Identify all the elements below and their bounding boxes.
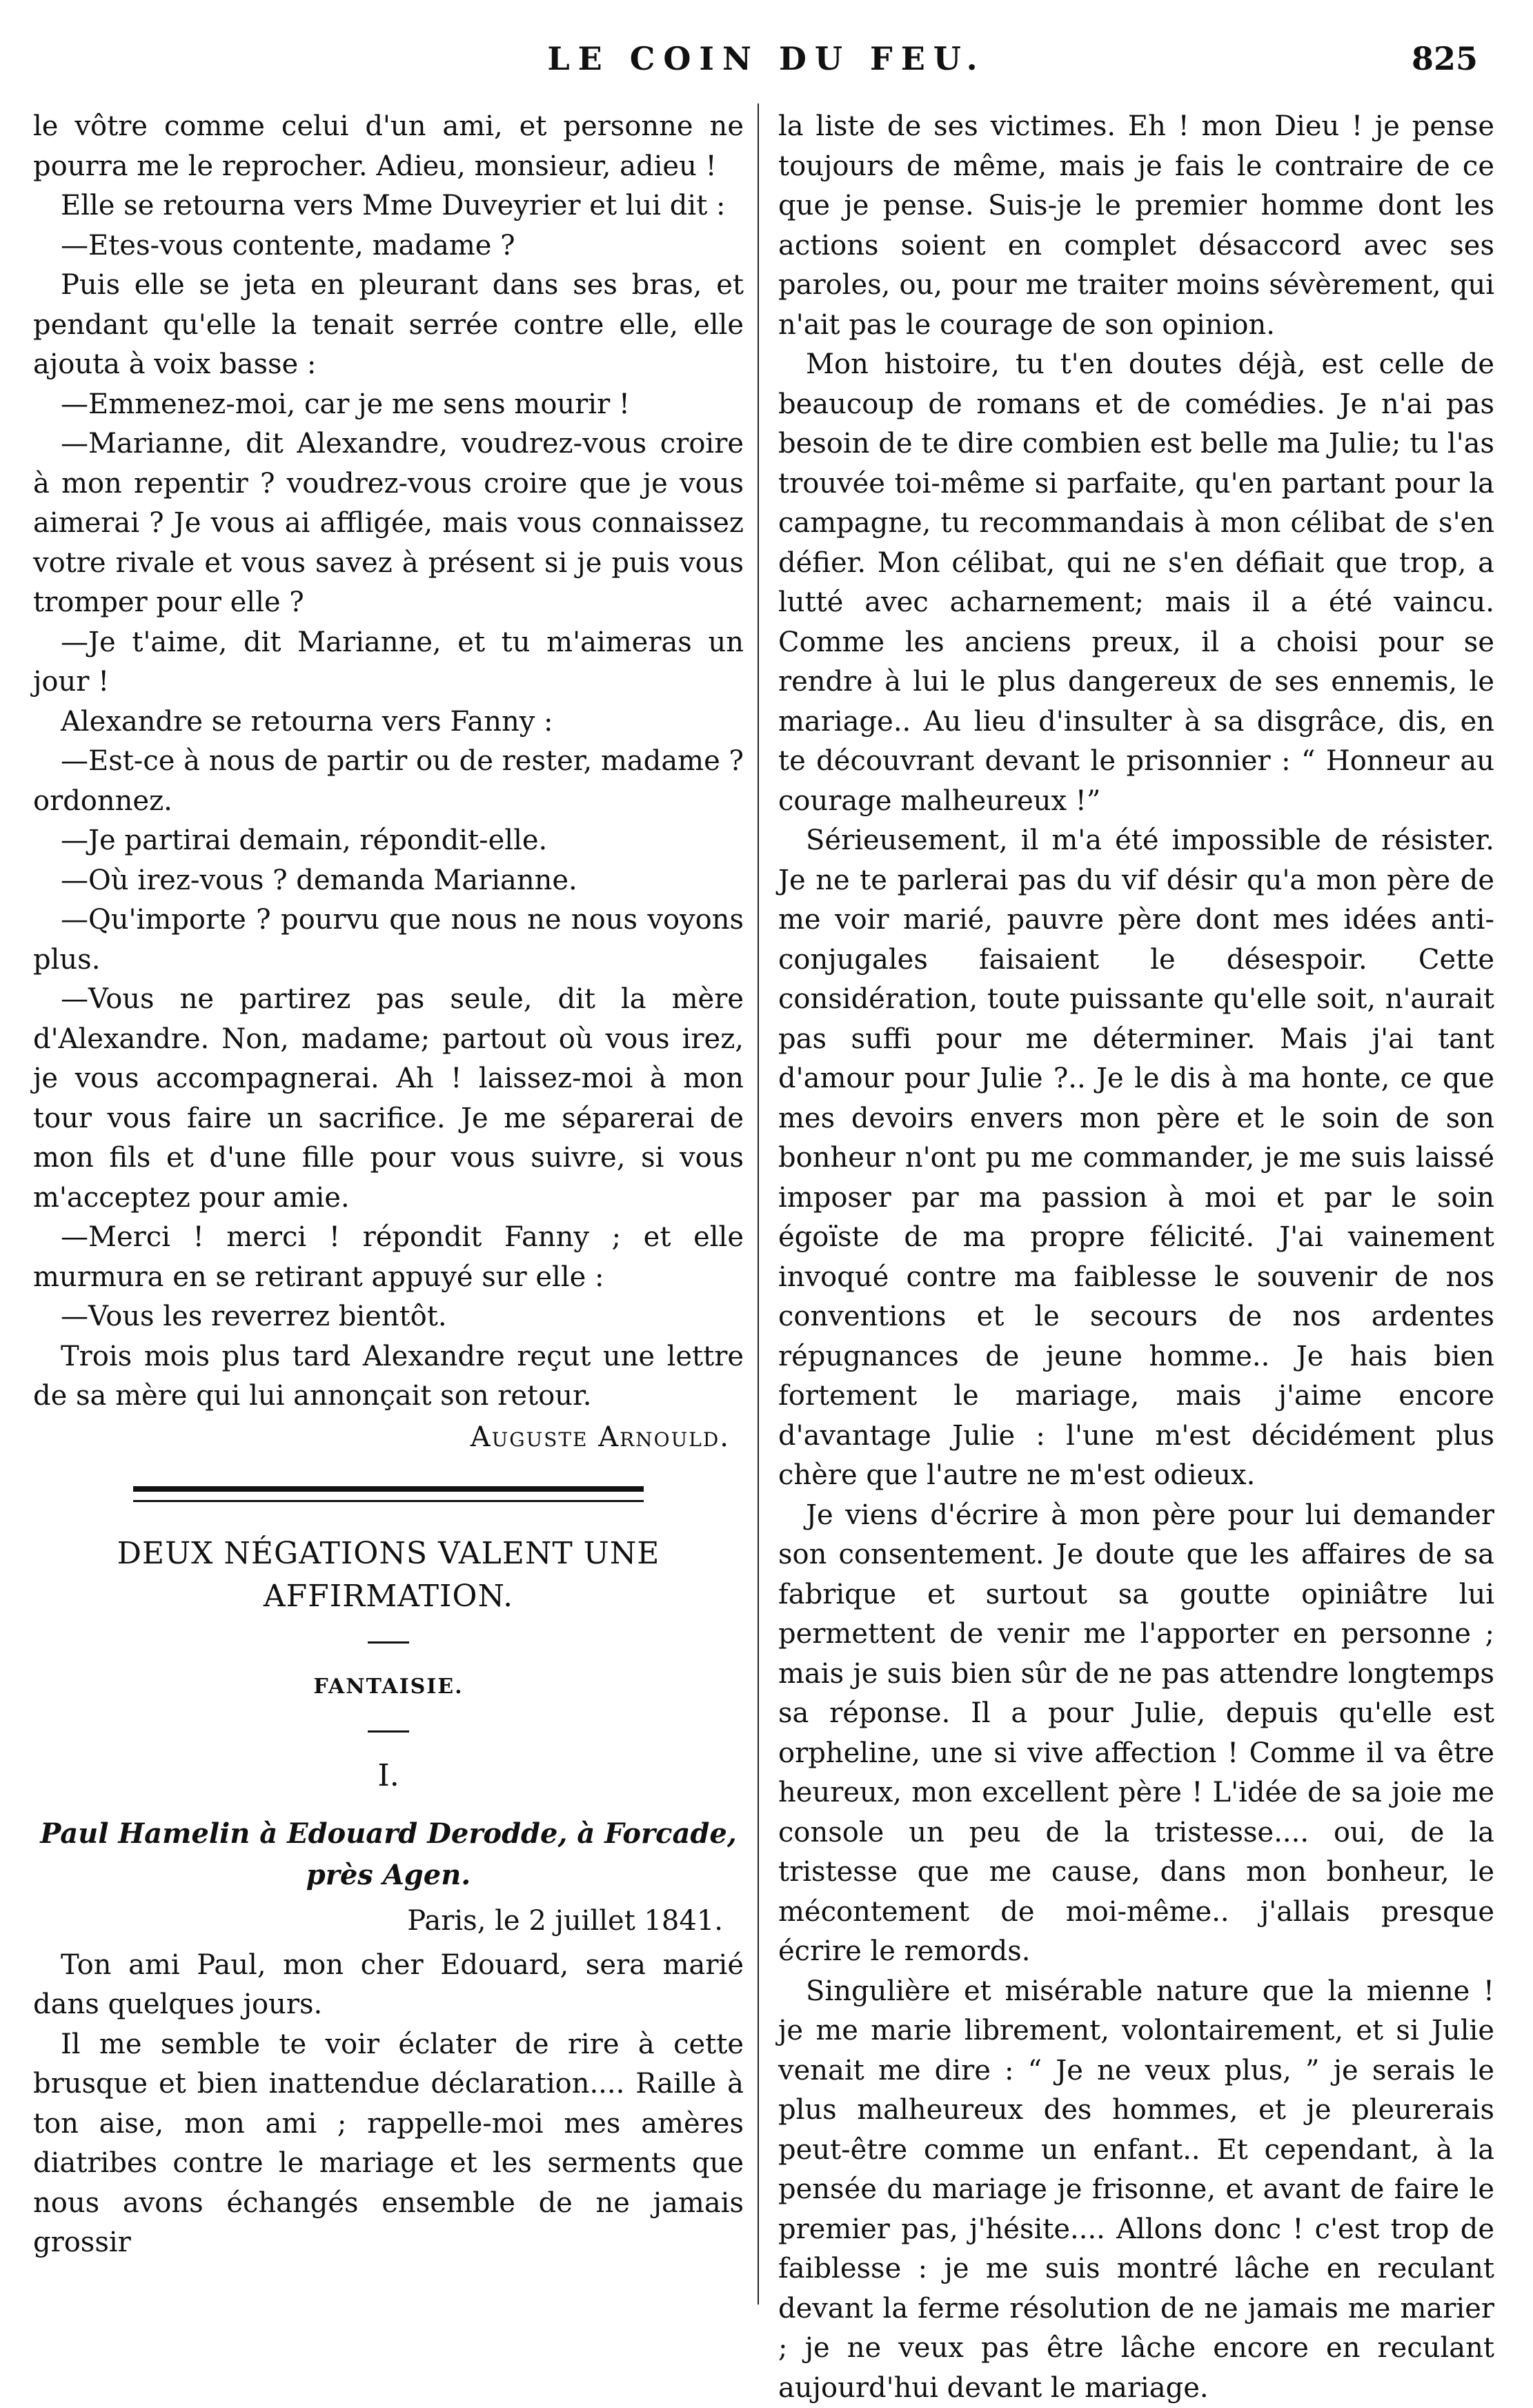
section-title: DEUX NÉGATIONS VALENT UNE AFFIRMATION. — [33, 1532, 744, 1618]
paragraph: —Etes-vous contente, madame ? — [33, 226, 744, 266]
title-dash — [368, 1730, 409, 1733]
paragraph: —Vous les reverrez bientôt. — [33, 1297, 744, 1337]
paragraph: Trois mois plus tard Alexandre reçut une lettre de sa mère qui lui annonçait son retour. — [33, 1337, 744, 1417]
left-column — [33, 107, 744, 2263]
paragraph: Singulière et misérable nature que la mienne ! je me marie librement, volontairement, et si Julie venait me dire : “ Je ne veux plus, ” je serais le plus malheureux des hommes, et je pleurerais peut-être comme un enfant.. Et cependant, à la pensée du mariage je frisonne, et avant de faire le premier pas, j'hésite.... Allons donc ! c'est trop de faiblesse : je me suis montré lâche en reculant devant la ferme résolution de ne jamais me marier ; je ne veux pas être lâche encore en reculant aujourd'hui devant le mariage. — [778, 1972, 1494, 2408]
paragraph: —Est-ce à nous de partir ou de rester, madame ? ordonnez. — [33, 742, 744, 821]
paragraph: Elle se retourna vers Mme Duveyrier et lui dit : — [33, 186, 744, 226]
paragraph: Puis elle se jeta en pleurant dans ses bras, et pendant qu'elle la tenait serrée contre elle, elle ajouta à voix basse : — [33, 266, 744, 385]
paragraph: —Où irez-vous ? demanda Marianne. — [33, 861, 744, 901]
paragraph: —Merci ! merci ! répondit Fanny ; et elle murmura en se retirant appuyé sur elle : — [33, 1218, 744, 1297]
title-dash — [368, 1641, 409, 1644]
paragraph: Mon histoire, tu t'en doutes déjà, est celle de beaucoup de romans et de comédies. Je n'ai pas besoin de te dire combien est belle ma Julie; tu l'as trouvée toi-même si parfaite, qu'en partant pour la campagne, tu recommandais à mon célibat de s'en défier. Mon célibat, qui ne s'en défiait que trop, a lutté avec acharnement; mais il a été vaincu. Comme les anciens preux, il a choisi pour se rendre à lui le plus dangereux de ses ennemis, le mariage.. Au lieu d'insulter à sa disgrâce, dis, en te découvrant devant le prisonnier : “ Honneur au courage malheureux !” — [778, 345, 1494, 821]
paragraph: la liste de ses victimes. Eh ! mon Dieu ! je pense toujours de même, mais je fais le contraire de ce que je pense. Suis-je le premier homme dont les actions soient en complet désaccord avec ses paroles, ou, pour me traiter moins sévèrement, qui n'ait pas le courage de son opinion. — [778, 107, 1494, 345]
running-title: LE COIN DU FEU. — [41, 40, 1492, 77]
paragraph: Je viens d'écrire à mon père pour lui demander son consentement. Je doute que les affaires de sa fabrique et surtout sa goutte opiniâtre lui permettent de venir me l'apporter en personne ; mais je suis bien sûr de ne pas attendre longtemps sa réponse. Il a pour Julie, depuis qu'elle est orpheline, une si vive affection ! Comme il va être heureux, mon excellent père ! L'idée de sa joie me console un peu de la tristesse.... oui, de la tristesse que me cause, dans mon bonheur, le mécontement de moi-même.. j'allais presque écrire le remords. — [778, 1496, 1494, 1972]
author-signature: Auguste Arnould. — [33, 1418, 730, 1458]
paragraph: Il me semble te voir éclater de rire à cette brusque et bien inattendue déclaration.... Raille à ton aise, mon ami ; rappelle-moi mes amères diatribes contre le mariage et les serments que nous avons échangés ensemble de ne jamais grossir — [33, 2025, 744, 2263]
letter-dateline: Paris, le 2 juillet 1841. — [33, 1902, 723, 1942]
paragraph: —Marianne, dit Alexandre, voudrez-vous croire à mon repentir ? voudrez-vous croire que je vous aimerai ? Je vous ai affligée, mais vous connaissez votre rivale et vous savez à présent si je puis vous tromper pour elle ? — [33, 424, 744, 623]
paragraph: —Je t'aime, dit Marianne, et tu m'aimeras un jour ! — [33, 623, 744, 702]
paragraph: le vôtre comme celui d'un ami, et personne ne pourra me le reprocher. Adieu, monsieur, adieu ! — [33, 107, 744, 186]
section-subtitle: FANTAISIE. — [33, 1667, 744, 1707]
paragraph: Sérieusement, il m'a été impossible de résister. Je ne te parlerai pas du vif désir qu'a mon père de me voir marié, pauvre père dont mes idées anti-conjugales faisaient le désespoir. Cette considération, toute puissante qu'elle soit, n'aurait pas suffi pour me déterminer. Mais j'ai tant d'amour pour Julie ?.. Je le dis à ma honte, ce que mes devoirs envers mon père et le soin de son bonheur n'ont pu me commander, je me suis laissé imposer par ma passion à moi et par le soin égoïste de ma propre félicité. J'ai vainement invoqué contre ma faiblesse le souvenir de nos conventions et le secours de nos ardentes répugnances de jeune homme.. Je hais bien fortement le mariage, mais j'aime encore d'avantage Julie : l'une m'est décidément plus chère que l'autre ne m'est odieux. — [778, 821, 1494, 1496]
page-header — [41, 40, 1492, 75]
letter-heading: Paul Hamelin à Edouard Derodde, à Forcade, près Agen. — [33, 1813, 744, 1896]
paragraph: —Qu'importe ? pourvu que nous ne nous voyons plus. — [33, 900, 744, 980]
column-rule — [758, 103, 759, 2305]
paragraph: —Je partirai demain, répondit-elle. — [33, 821, 744, 861]
right-column — [778, 107, 1494, 2408]
paragraph: —Emmenez-moi, car je me sens mourir ! — [33, 385, 744, 425]
paragraph: Ton ami Paul, mon cher Edouard, sera marié dans quelques jours. — [33, 1946, 744, 2025]
paragraph: Alexandre se retourna vers Fanny : — [33, 702, 744, 742]
paragraph: —Vous ne partirez pas seule, dit la mère d'Alexandre. Non, madame; partout où vous irez, je vous accompagnerai. Ah ! laissez-moi à mon tour vous faire un sacrifice. Je me séparerai de mon fils et d'une fille pour vous suivre, si vous m'acceptez pour amie. — [33, 980, 744, 1218]
chapter-number: I. — [33, 1756, 744, 1796]
page-number: 825 — [1412, 40, 1478, 77]
section-separator — [133, 1486, 644, 1502]
